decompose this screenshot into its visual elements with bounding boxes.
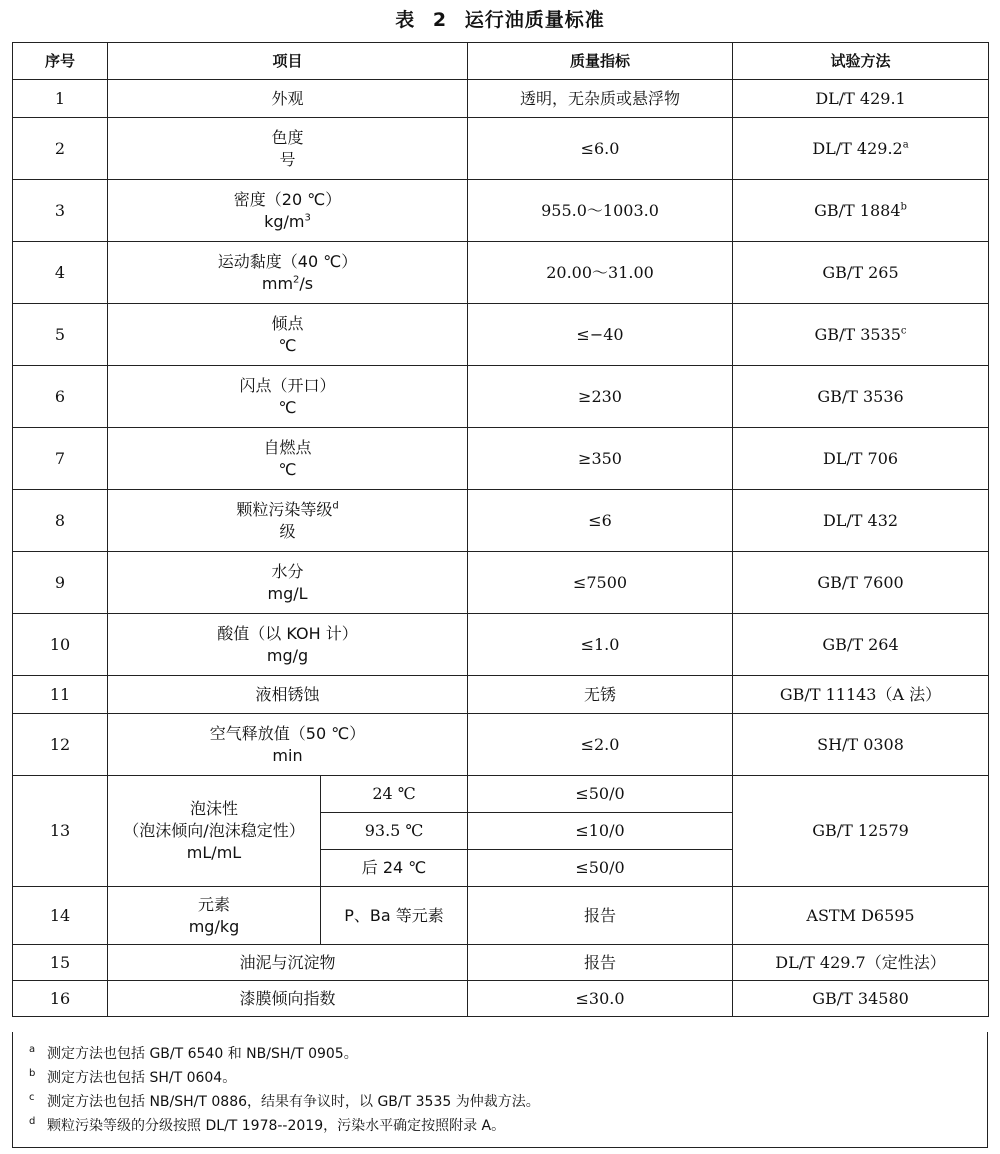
row-item <box>108 614 468 676</box>
row-no: 13 <box>13 776 108 887</box>
method-label: GB/T 1884 <box>814 200 901 220</box>
row-item <box>108 776 321 887</box>
header-method: 试验方法 <box>733 43 989 80</box>
item-label: 闪点（开口） <box>239 375 336 395</box>
footnote-mark: c <box>29 1092 35 1103</box>
method-label: GB/T 3535 <box>814 324 901 344</box>
item-label: 泡沫性 <box>189 799 238 818</box>
row-item <box>108 887 321 945</box>
row-no: 1 <box>13 80 108 118</box>
footnote-mark: a <box>29 1044 36 1055</box>
row-no: 16 <box>13 981 108 1017</box>
item-label: 运动黏度（40 ℃） <box>217 251 358 271</box>
item-unit: ℃ <box>278 459 297 479</box>
item-label: 液相锈蚀 <box>255 684 320 704</box>
item-label-detail: （泡沫倾向/泡沫稳定性） <box>123 821 305 840</box>
row-no: 8 <box>13 490 108 552</box>
row-item <box>108 714 468 776</box>
item-label: 自燃点 <box>263 437 312 457</box>
row-no: 4 <box>13 242 108 304</box>
row-value: ≤30.0 <box>468 981 733 1017</box>
row-method: GB/T 265 <box>733 242 989 304</box>
header-no: 序号 <box>13 43 108 80</box>
row-value: ≤6 <box>468 490 733 552</box>
row-method <box>733 118 989 180</box>
sub-condition: P、Ba 等元素 <box>321 887 468 945</box>
table-row <box>13 776 989 813</box>
table-row <box>13 552 989 614</box>
row-item <box>108 304 468 366</box>
row-value: 955.0～1003.0 <box>468 180 733 242</box>
table-row <box>13 676 989 714</box>
row-no: 6 <box>13 366 108 428</box>
table-title: 表 2 运行油质量标准 <box>395 9 605 31</box>
item-label: 元素 <box>197 894 230 914</box>
row-value: ≤7500 <box>468 552 733 614</box>
row-no: 12 <box>13 714 108 776</box>
row-item <box>108 490 468 552</box>
row-value: ≥230 <box>468 366 733 428</box>
footnote <box>29 1042 987 1066</box>
row-value: 20.00～31.00 <box>468 242 733 304</box>
table-row <box>13 242 989 304</box>
footnote-ref: b <box>900 201 907 213</box>
table-row <box>13 80 989 118</box>
quality-standard-table <box>12 42 989 1017</box>
row-no: 14 <box>13 887 108 945</box>
row-method: GB/T 3536 <box>733 366 989 428</box>
table-row <box>13 887 989 945</box>
item-unit: mg/g <box>266 645 309 665</box>
unit-exponent: 2 <box>293 274 300 286</box>
row-no: 10 <box>13 614 108 676</box>
footnote-mark: d <box>29 1116 36 1127</box>
row-item <box>108 180 468 242</box>
item-label: 密度（20 ℃） <box>233 189 342 209</box>
row-method <box>733 180 989 242</box>
item-unit: mg/kg <box>188 916 240 936</box>
method-label: DL/T 429.2 <box>812 138 903 158</box>
row-item: 漆膜倾向指数 <box>108 981 468 1017</box>
item-unit-tail: /s <box>299 273 314 293</box>
item-label: 空气释放值（50 ℃） <box>209 723 366 743</box>
table-row <box>13 945 989 981</box>
item-label: 色度 <box>271 127 304 147</box>
row-item <box>108 428 468 490</box>
row-method: DL/T 429.1 <box>733 80 989 118</box>
item-label: 倾点 <box>271 313 304 333</box>
sub-condition: 24 ℃ <box>321 776 468 813</box>
row-item <box>108 676 468 714</box>
row-value: ≤10/0 <box>468 813 733 850</box>
footnote-text: 测定方法也包括 GB/T 6540 和 NB/SH/T 0905。 <box>47 1046 358 1062</box>
row-value: 无锈 <box>468 676 733 714</box>
row-method: GB/T 7600 <box>733 552 989 614</box>
footnote-text: 颗粒污染等级的分级按照 DL/T 1978--2019，污染水平确定按照附录 A。 <box>47 1118 506 1134</box>
table-row <box>13 428 989 490</box>
table-row <box>13 304 989 366</box>
item-label: 酸值（以 KOH 计） <box>217 623 358 643</box>
header-row <box>13 43 989 80</box>
table-row <box>13 714 989 776</box>
row-no: 9 <box>13 552 108 614</box>
row-method: SH/T 0308 <box>733 714 989 776</box>
item-unit: 号 <box>279 149 296 169</box>
item-label: 水分 <box>271 561 304 581</box>
footnote <box>29 1090 987 1114</box>
row-method: GB/T 11143（A 法） <box>733 676 989 714</box>
row-no: 7 <box>13 428 108 490</box>
item-unit: kg/m <box>264 211 305 231</box>
footnote <box>29 1066 987 1090</box>
table-row <box>13 490 989 552</box>
row-no: 11 <box>13 676 108 714</box>
row-value: 报告 <box>468 887 733 945</box>
row-method: DL/T 429.7（定性法） <box>733 945 989 981</box>
item-unit: mg/L <box>267 583 308 603</box>
row-no: 15 <box>13 945 108 981</box>
row-item <box>108 366 468 428</box>
row-value: ≤6.0 <box>468 118 733 180</box>
row-item <box>108 118 468 180</box>
table-row <box>13 180 989 242</box>
row-method <box>733 304 989 366</box>
unit-exponent: 3 <box>304 212 311 224</box>
row-item <box>108 242 468 304</box>
table-row <box>13 366 989 428</box>
row-value: 报告 <box>468 945 733 981</box>
row-value: ≤50/0 <box>468 776 733 813</box>
table-row <box>13 981 989 1017</box>
row-method: DL/T 706 <box>733 428 989 490</box>
footnote-text: 测定方法也包括 NB/SH/T 0886，结果有争议时，以 GB/T 3535 为仲裁方法。 <box>47 1094 540 1110</box>
item-unit: ℃ <box>278 335 297 355</box>
row-method: DL/T 432 <box>733 490 989 552</box>
row-value: ≤50/0 <box>468 850 733 887</box>
row-value: ≤1.0 <box>468 614 733 676</box>
row-method: GB/T 12579 <box>733 776 989 887</box>
footnote-ref: a <box>902 139 909 151</box>
row-no: 5 <box>13 304 108 366</box>
row-no: 2 <box>13 118 108 180</box>
item-unit: mL/mL <box>186 843 242 862</box>
row-method: GB/T 264 <box>733 614 989 676</box>
row-method: GB/T 34580 <box>733 981 989 1017</box>
sub-condition: 后 24 ℃ <box>321 850 468 887</box>
row-no: 3 <box>13 180 108 242</box>
header-item: 项目 <box>108 43 468 80</box>
row-value: ≤−40 <box>468 304 733 366</box>
footnote-mark: b <box>29 1068 36 1079</box>
footnote-ref: d <box>332 500 339 512</box>
row-item <box>108 80 468 118</box>
row-value: ≥350 <box>468 428 733 490</box>
row-item <box>108 552 468 614</box>
footnote-ref: c <box>900 325 907 337</box>
footnotes <box>12 1032 988 1148</box>
footnote-text: 测定方法也包括 SH/T 0604。 <box>47 1070 237 1086</box>
footnote <box>29 1114 987 1138</box>
table-row <box>13 118 989 180</box>
table-row <box>13 614 989 676</box>
item-label: 颗粒污染等级 <box>236 499 333 519</box>
sub-condition: 93.5 ℃ <box>321 813 468 850</box>
item-label: 外观 <box>271 88 304 108</box>
item-unit: min <box>272 745 303 765</box>
item-unit: mm <box>261 273 294 293</box>
item-unit: 级 <box>279 521 296 541</box>
header-value: 质量指标 <box>468 43 733 80</box>
row-item: 油泥与沉淀物 <box>108 945 468 981</box>
row-value: 透明，无杂质或悬浮物 <box>468 80 733 118</box>
row-value: ≤2.0 <box>468 714 733 776</box>
item-unit: ℃ <box>278 397 297 417</box>
row-method: ASTM D6595 <box>733 887 989 945</box>
